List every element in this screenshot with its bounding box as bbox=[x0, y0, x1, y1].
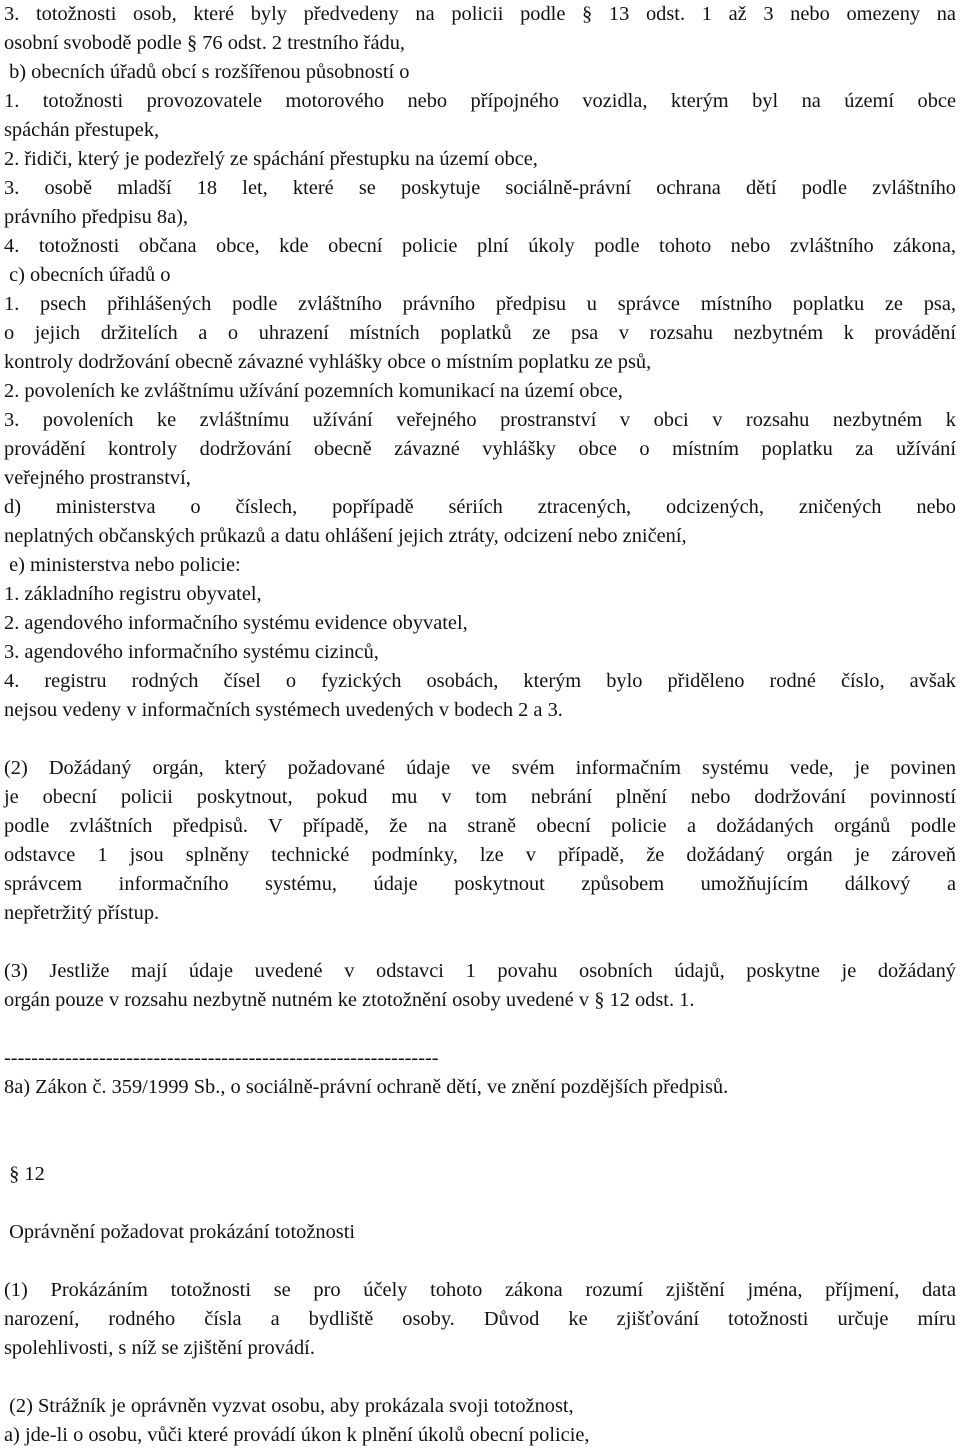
text-line: provádění kontroly dodržování obecně závazné vyhlášky obce o místním poplatku za užívání bbox=[4, 438, 956, 460]
text-line: 2. řidiči, který je podezřelý ze spáchání přestupku na území obce, bbox=[4, 148, 538, 170]
text-line: 1. psech přihlášených podle zvláštního právního předpisu u správce místního poplatku ze psa, bbox=[4, 293, 956, 315]
text-line: je obecní policii poskytnout, pokud mu v tom nebrání plnění nebo dodržování povinností bbox=[4, 786, 956, 808]
text-line: 1. totožnosti provozovatele motorového nebo přípojného vozidla, kterým byl na území obce bbox=[4, 90, 956, 112]
text-line: a) jde-li o osobu, vůči které provádí úkon k plnění úkolů obecní policie, bbox=[4, 1424, 590, 1446]
text-line: 3. osobě mladší 18 let, které se poskytuje sociálně-právní ochrana dětí podle zvláštního bbox=[4, 177, 956, 199]
text-line: 4. registru rodných čísel o fyzických osobách, kterým bylo přiděleno rodné číslo, avšak bbox=[4, 670, 956, 692]
text-line: ---------------------------------------------------------------- bbox=[4, 1047, 439, 1069]
text-line: nejsou vedeny v informačních systémech uvedených v bodech 2 a 3. bbox=[4, 699, 563, 721]
text-line: 3. totožnosti osob, které byly předvedeny na policii podle § 13 odst. 1 až 3 nebo omezeny na bbox=[4, 3, 956, 25]
text-line: d) ministerstva o číslech, popřípadě sériích ztracených, odcizených, zničených nebo bbox=[4, 496, 956, 518]
text-line: 3. agendového informačního systému cizinců, bbox=[4, 641, 379, 663]
text-line: 1. základního registru obyvatel, bbox=[4, 583, 262, 605]
blank-line bbox=[4, 725, 956, 754]
text-line: (1) Prokázáním totožnosti se pro účely tohoto zákona rozumí zjištění jména, příjmení, data bbox=[4, 1279, 956, 1301]
text-line: spolehlivosti, s níž se zjištění provádí. bbox=[4, 1337, 315, 1359]
text-line: c) obecních úřadů o bbox=[4, 264, 171, 286]
text-line: 8a) Zákon č. 359/1999 Sb., o sociálně-právní ochraně dětí, ve znění pozdějších předpisů. bbox=[4, 1076, 729, 1098]
text-line: kontroly dodržování obecně závazné vyhlášky obce o místním poplatku ze psů, bbox=[4, 351, 652, 373]
text-line: (2) Dožádaný orgán, který požadované údaje ve svém informačním systému vede, je povinen bbox=[4, 757, 956, 779]
text-line: orgán pouze v rozsahu nezbytně nutném ke ztotožnění osoby uvedené v § 12 odst. 1. bbox=[4, 989, 695, 1011]
text-line: o jejich držitelích a o uhrazení místních poplatků ze psa v rozsahu nezbytném k provádění bbox=[4, 322, 956, 344]
text-line: 3. povoleních ke zvláštnímu užívání veřejného prostranství v obci v rozsahu nezbytném k bbox=[4, 409, 956, 431]
text-line: spáchán přestupek, bbox=[4, 119, 160, 141]
blank-line bbox=[4, 1247, 956, 1276]
text-line: nepřetržitý přístup. bbox=[4, 902, 160, 924]
text-line: správcem informačního systému, údaje poskytnout způsobem umožňujícím dálkový a bbox=[4, 873, 956, 895]
text-line: 4. totožnosti občana obce, kde obecní policie plní úkoly podle tohoto nebo zvláštního zákona, bbox=[4, 235, 956, 257]
text-line: osobní svobodě podle § 76 odst. 2 trestního řádu, bbox=[4, 32, 405, 54]
text-line: e) ministerstva nebo policie: bbox=[4, 554, 241, 576]
blank-line bbox=[4, 1131, 956, 1160]
text-line: 2. agendového informačního systému evidence obyvatel, bbox=[4, 612, 468, 634]
document-page bbox=[4, 0, 956, 1450]
blank-line bbox=[4, 1363, 956, 1392]
text-line: neplatných občanských průkazů a datu ohlášení jejich ztráty, odcizení nebo zničení, bbox=[4, 525, 687, 547]
blank-line bbox=[4, 1189, 956, 1218]
text-line: b) obecních úřadů obcí s rozšířenou působností o bbox=[4, 61, 410, 83]
text-line: odstavce 1 jsou splněny technické podmínky, lze v případě, že dožádaný orgán je zároveň bbox=[4, 844, 956, 866]
text-line: veřejného prostranství, bbox=[4, 467, 191, 489]
text-line: Oprávnění požadovat prokázání totožnosti bbox=[4, 1221, 356, 1243]
blank-line bbox=[4, 1015, 956, 1044]
text-line: podle zvláštních předpisů. V případě, že na straně obecní policie a dožádaných orgánů podle bbox=[4, 815, 956, 837]
blank-line bbox=[4, 1102, 956, 1131]
text-line: (3) Jestliže mají údaje uvedené v odstavci 1 povahu osobních údajů, poskytne je dožádaný bbox=[4, 960, 956, 982]
text-line: 2. povoleních ke zvláštnímu užívání pozemních komunikací na území obce, bbox=[4, 380, 623, 402]
text-line: právního předpisu 8a), bbox=[4, 206, 189, 228]
blank-line bbox=[4, 928, 956, 957]
text-line: § 12 bbox=[4, 1163, 45, 1185]
text-line: (2) Strážník je oprávněn vyzvat osobu, aby prokázala svoji totožnost, bbox=[4, 1395, 574, 1417]
text-line: narození, rodného čísla a bydliště osoby. Důvod ke zjišťování totožnosti určuje míru bbox=[4, 1308, 956, 1330]
